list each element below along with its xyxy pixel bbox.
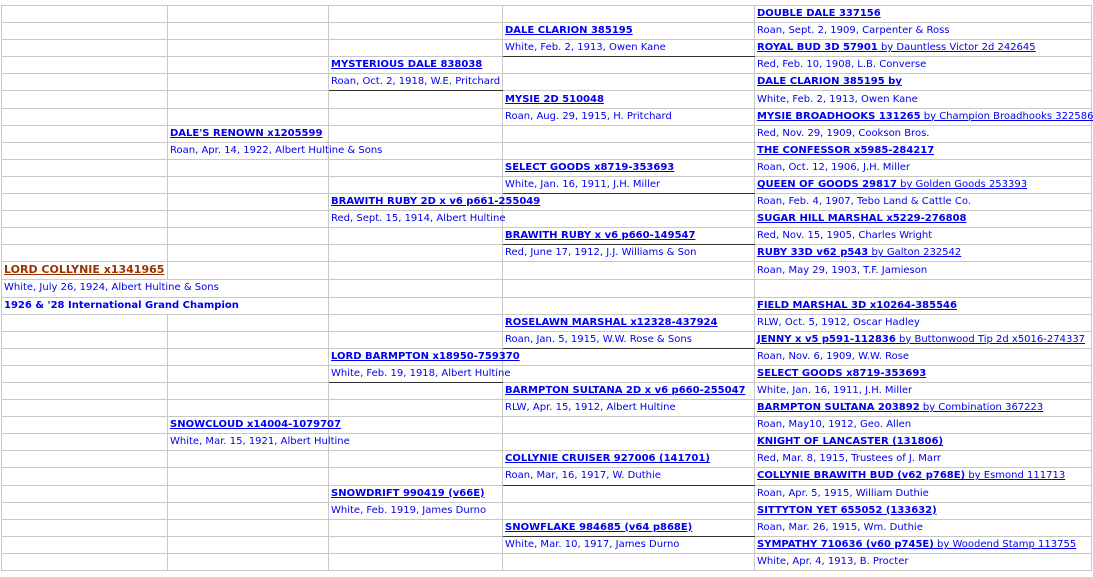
gen4-dam-link[interactable]: QUEEN OF GOODS 29817 [757, 178, 897, 190]
table-cell [2, 6, 168, 23]
subject-note: 1926 & '28 International Grand Champion [4, 299, 239, 311]
gen1-info: Roan, Apr. 14, 1922, Albert Hultine & Sons [170, 144, 383, 156]
table-cell [329, 159, 503, 176]
gen3-info: White, Mar. 10, 1917, James Durno [505, 538, 680, 550]
table-cell [168, 519, 329, 536]
gen3-dam-link[interactable]: BARMPTON SULTANA 2D x v6 p660-255047 [505, 385, 746, 397]
table-row [2, 262, 1092, 280]
table-cell [503, 280, 755, 297]
table-cell [2, 211, 168, 228]
table-cell [168, 6, 329, 23]
gen2-info: White, Feb. 19, 1918, Albert Hultine [331, 367, 511, 379]
table-row [2, 6, 1092, 23]
table-cell [329, 331, 503, 348]
gen3-sire-link[interactable]: SELECT GOODS x8719-353693 [505, 161, 675, 173]
table-cell [755, 159, 1092, 176]
table-cell [168, 400, 329, 417]
gen4-sire-link[interactable]: DALE CLARION 385195 by [757, 76, 902, 88]
table-cell [503, 348, 755, 365]
table-cell [503, 434, 755, 451]
gen4-dam-link[interactable]: JENNY x v5 p591-112836 [757, 333, 896, 345]
table-cell [2, 331, 168, 348]
table-cell [755, 434, 1092, 451]
table-cell [503, 228, 755, 245]
table-cell [755, 125, 1092, 142]
gen1-sire-link[interactable]: DALE'S RENOWN x1205599 [170, 127, 323, 139]
table-cell [503, 176, 755, 193]
table-cell [755, 365, 1092, 382]
table-cell [168, 23, 329, 40]
table-cell [329, 468, 503, 485]
gen3-sire-link[interactable]: DALE CLARION 385195 [505, 25, 633, 37]
table-cell [2, 228, 168, 245]
table-cell [503, 400, 755, 417]
table-cell [2, 434, 168, 451]
table-cell [755, 194, 1092, 211]
table-row [2, 348, 1092, 365]
table-cell [168, 176, 329, 193]
table-cell [2, 245, 168, 262]
table-row [2, 57, 1092, 74]
table-cell [755, 280, 1092, 297]
table-row [2, 91, 1092, 108]
table-cell [2, 159, 168, 176]
table-cell [2, 297, 329, 314]
table-cell [168, 417, 341, 434]
table-row [2, 211, 1092, 228]
gen2-sire-link[interactable]: LORD BARMPTON x18950-759370 [331, 350, 520, 362]
table-cell [503, 211, 755, 228]
table-cell [2, 91, 168, 108]
table-cell [329, 348, 520, 365]
table-cell [168, 502, 329, 519]
table-cell [503, 125, 755, 142]
table-cell [2, 382, 168, 399]
table-cell [329, 176, 503, 193]
table-cell [503, 314, 755, 331]
table-cell [503, 142, 755, 159]
gen1-dam-link[interactable]: SNOWCLOUD x14004-1079707 [170, 419, 341, 431]
table-cell [755, 519, 1092, 536]
table-cell [329, 108, 503, 125]
table-cell [503, 417, 755, 434]
table-cell [329, 23, 503, 40]
table-cell [503, 331, 755, 348]
gen3-info: Roan, Aug. 29, 1915, H. Pritchard [505, 110, 672, 122]
table-row [2, 434, 1092, 451]
table-cell [329, 519, 503, 536]
table-row [2, 382, 1092, 399]
table-cell [755, 553, 1092, 570]
gen4-info: Roan, Mar. 26, 1915, Wm. Duthie [757, 521, 923, 533]
gen4-sire-link[interactable]: FIELD MARSHAL 3D x10264-385546 [757, 299, 957, 311]
table-cell [168, 485, 329, 502]
table-cell [755, 382, 1092, 399]
table-cell [329, 417, 503, 434]
table-row [2, 553, 1092, 570]
table-row [2, 451, 1092, 468]
table-cell [2, 280, 329, 297]
table-cell [755, 91, 1092, 108]
gen3-sire-link[interactable]: COLLYNIE CRUISER 927006 (141701) [505, 453, 710, 465]
table-row [2, 194, 1092, 211]
gen2-info: Roan, Oct. 2, 1918, W.E. Pritchard [331, 76, 501, 88]
table-cell [755, 245, 1092, 262]
table-row [2, 400, 1092, 417]
gen4-sire-link[interactable]: SELECT GOODS x8719-353693 [757, 367, 927, 379]
table-cell [2, 125, 168, 142]
table-cell [755, 502, 1092, 519]
gen4-sire-link[interactable]: THE CONFESSOR x5985-284217 [757, 144, 935, 156]
table-cell [503, 6, 755, 23]
subject-info: White, July 26, 1924, Albert Hultine & Sons [4, 282, 219, 294]
gen4-info: Roan, May10, 1912, Geo. Allen [757, 419, 912, 431]
gen3-sire-link[interactable]: ROSELAWN MARSHAL x12328-437924 [505, 316, 718, 328]
gen3-info: Roan, Jan. 5, 1915, W.W. Rose & Sons [505, 333, 692, 345]
table-cell [329, 297, 503, 314]
gen4-dam-link[interactable]: BARMPTON SULTANA 203892 [757, 402, 920, 414]
table-cell [503, 468, 755, 485]
gen4-dam-link[interactable]: COLLYNIE BRAWITH BUD (v62 p768E) [757, 470, 966, 482]
table-row [2, 142, 1092, 159]
table-cell [503, 262, 755, 280]
gen3-info: Roan, Mar, 16, 1917, W. Duthie [505, 470, 661, 482]
table-cell [755, 176, 1092, 193]
gen4-dam-link[interactable]: MYSIE BROADHOOKS 131265 [757, 110, 921, 122]
table-cell [503, 451, 755, 468]
table-row [2, 485, 1092, 502]
table-cell [503, 502, 755, 519]
table-cell [168, 468, 329, 485]
table-cell [503, 23, 755, 40]
table-cell [755, 74, 1092, 91]
table-row [2, 365, 1092, 382]
table-cell [329, 262, 503, 280]
table-row [2, 280, 1092, 297]
table-cell [755, 536, 1092, 553]
table-cell [755, 40, 1092, 57]
table-cell [503, 194, 755, 211]
gen4-dam-sire[interactable]: by Champion Broadhooks 322586 [920, 110, 1093, 122]
table-cell [329, 125, 503, 142]
table-cell [329, 536, 503, 553]
table-row [2, 468, 1092, 485]
table-row [2, 74, 1092, 91]
table-cell [2, 519, 168, 536]
gen4-dam-sire[interactable]: by Esmond 111713 [965, 470, 1066, 482]
table-cell [329, 194, 541, 211]
table-cell [2, 57, 168, 74]
table-cell [503, 519, 755, 536]
table-cell [2, 417, 168, 434]
gen4-sire-link[interactable]: SITTYTON YET 655052 (133632) [757, 504, 937, 516]
table-row [2, 40, 1092, 57]
table-cell [503, 297, 755, 314]
table-cell [329, 57, 503, 74]
table-row [2, 23, 1092, 40]
table-cell [755, 23, 1092, 40]
gen3-dam-link[interactable]: SNOWFLAKE 984685 (v64 p868E) [505, 521, 693, 533]
table-cell [329, 6, 503, 23]
gen4-sire-link[interactable]: DOUBLE DALE 337156 [757, 8, 881, 20]
table-cell [503, 553, 755, 570]
table-cell [168, 40, 329, 57]
table-cell [2, 553, 168, 570]
gen4-info: Red, Nov. 15, 1905, Charles Wright [757, 230, 933, 242]
table-row [2, 536, 1092, 553]
gen4-info: Roan, Sept. 2, 1909, Carpenter & Ross [757, 25, 950, 37]
table-cell [503, 382, 755, 399]
gen4-info: Roan, Nov. 6, 1909, W.W. Rose [757, 350, 910, 362]
gen4-info: White, Apr. 4, 1913, B. Procter [757, 555, 909, 567]
table-row [2, 297, 1092, 314]
table-cell [329, 245, 503, 262]
table-row [2, 314, 1092, 331]
table-cell [168, 125, 329, 142]
table-cell [755, 485, 1092, 502]
table-row [2, 331, 1092, 348]
table-cell [2, 40, 168, 57]
table-cell [168, 159, 329, 176]
table-cell [2, 74, 168, 91]
table-row [2, 245, 1092, 262]
gen4-dam-link[interactable]: ROYAL BUD 3D 57901 [757, 42, 878, 54]
gen3-info: White, Jan. 16, 1911, J.H. Miller [505, 178, 661, 190]
table-cell [168, 331, 329, 348]
table-cell [503, 159, 755, 176]
gen4-info: Red, Mar. 8, 1915, Trustees of J. Marr [757, 453, 942, 465]
table-cell [2, 314, 168, 331]
table-cell [2, 108, 168, 125]
table-cell [2, 468, 168, 485]
table-cell [755, 348, 1092, 365]
table-cell [168, 211, 329, 228]
table-row [2, 159, 1092, 176]
gen3-dam-link[interactable]: BRAWITH RUBY x v6 p660-149547 [505, 230, 696, 242]
table-cell [168, 536, 329, 553]
table-cell [329, 382, 503, 399]
table-cell [168, 57, 329, 74]
table-cell [503, 91, 755, 108]
table-cell [755, 108, 1092, 125]
gen3-info: White, Feb. 2, 1913, Owen Kane [505, 42, 666, 54]
gen2-info: White, Feb. 1919, James Durno [331, 504, 487, 516]
table-cell [329, 74, 503, 91]
table-cell [168, 91, 329, 108]
gen4-info: Roan, Feb. 4, 1907, Tebo Land & Cattle Co. [757, 196, 971, 208]
table-cell [2, 451, 168, 468]
gen2-dam-link[interactable]: BRAWITH RUBY 2D x v6 p661-255049 [331, 196, 541, 208]
table-cell [755, 142, 1092, 159]
table-cell [329, 400, 503, 417]
gen4-info: Roan, Apr. 5, 1915, William Duthie [757, 487, 929, 499]
table-cell [329, 228, 503, 245]
table-cell [329, 434, 503, 451]
table-cell [329, 485, 503, 502]
table-cell [329, 211, 506, 228]
table-row [2, 176, 1092, 193]
table-cell [755, 400, 1092, 417]
table-cell [2, 194, 168, 211]
table-cell [329, 553, 503, 570]
table-cell [503, 536, 755, 553]
table-cell [755, 468, 1092, 485]
table-cell [168, 194, 329, 211]
table-cell [755, 6, 1092, 23]
gen2-info: Red, Sept. 15, 1914, Albert Hultine [331, 213, 506, 225]
table-cell [168, 245, 329, 262]
table-cell [2, 348, 168, 365]
table-cell [168, 365, 329, 382]
table-cell [2, 365, 168, 382]
gen4-info: RLW, Oct. 5, 1912, Oscar Hadley [757, 316, 920, 328]
table-cell [168, 451, 329, 468]
gen4-dam-sire[interactable]: by Galton 232542 [868, 247, 962, 259]
table-cell [168, 348, 329, 365]
table-cell [168, 108, 329, 125]
table-cell [503, 108, 755, 125]
table-cell [329, 40, 503, 57]
table-cell [329, 502, 503, 519]
table-cell [168, 553, 329, 570]
table-cell [503, 365, 755, 382]
gen4-dam-sire[interactable]: by Woodend Stamp 113755 [933, 538, 1077, 550]
gen4-info: Red, Feb. 10, 1908, L.B. Converse [757, 59, 927, 71]
table-cell [755, 297, 1092, 314]
table-cell [329, 365, 511, 382]
table-cell [168, 434, 350, 451]
table-cell [168, 262, 329, 280]
gen4-info: White, Jan. 16, 1911, J.H. Miller [757, 385, 913, 397]
gen4-dam-sire[interactable]: by Combination 367223 [919, 402, 1044, 414]
gen4-dam-link[interactable]: RUBY 33D v62 p543 [757, 247, 869, 259]
gen4-info: Roan, May 29, 1903, T.F. Jamieson [757, 264, 928, 276]
table-cell [755, 314, 1092, 331]
table-cell [755, 211, 1092, 228]
table-cell [168, 382, 329, 399]
gen4-dam-sire[interactable]: by Buttonwood Tip 2d x5016-274337 [895, 333, 1086, 345]
gen4-dam-sire[interactable]: by Dauntless Victor 2d 242645 [877, 42, 1036, 54]
table-cell [329, 314, 503, 331]
subject-name-link[interactable]: LORD COLLYNIE x1341965 [4, 263, 165, 277]
table-cell [755, 331, 1092, 348]
table-row [2, 519, 1092, 536]
table-cell [755, 262, 1092, 280]
table-cell [168, 142, 383, 159]
gen1-info: White, Mar. 15, 1921, Albert Hultine [170, 436, 350, 448]
table-cell [755, 228, 1092, 245]
table-cell [503, 245, 755, 262]
table-cell [2, 23, 168, 40]
table-cell [168, 74, 329, 91]
table-cell [329, 451, 503, 468]
table-cell [2, 536, 168, 553]
table-row [2, 125, 1092, 142]
table-cell [2, 400, 168, 417]
gen4-info: White, Feb. 2, 1913, Owen Kane [757, 93, 918, 105]
table-cell [2, 502, 168, 519]
table-row [2, 502, 1092, 519]
table-row [2, 108, 1092, 125]
gen4-sire-link[interactable]: SUGAR HILL MARSHAL x5229-276808 [757, 213, 967, 225]
table-cell [329, 280, 503, 297]
table-cell [503, 40, 755, 57]
gen4-dam-link[interactable]: SYMPATHY 710636 (v60 p745E) [757, 538, 934, 550]
table-cell [503, 485, 755, 502]
table-cell [503, 57, 755, 74]
table-cell [755, 451, 1092, 468]
pedigree-table [1, 5, 1092, 571]
gen4-info: Roan, Oct. 12, 1906, J.H. Miller [757, 161, 911, 173]
gen4-sire-link[interactable]: KNIGHT OF LANCASTER (131806) [757, 436, 944, 448]
table-cell [503, 74, 755, 91]
table-cell [2, 176, 168, 193]
table-cell [168, 228, 329, 245]
table-row [2, 417, 1092, 434]
gen3-dam-link[interactable]: MYSIE 2D 510048 [505, 93, 604, 105]
table-cell [168, 314, 329, 331]
gen4-dam-sire[interactable]: by Golden Goods 253393 [896, 178, 1028, 190]
gen3-info: RLW, Apr. 15, 1912, Albert Hultine [505, 402, 676, 414]
table-cell [755, 417, 1092, 434]
table-cell [2, 485, 168, 502]
table-cell [329, 91, 503, 108]
table-row [2, 228, 1092, 245]
table-cell [755, 57, 1092, 74]
table-cell [2, 142, 168, 159]
gen2-sire-link[interactable]: MYSTERIOUS DALE 838038 [331, 59, 483, 71]
table-cell [2, 262, 168, 280]
gen2-dam-link[interactable]: SNOWDRIFT 990419 (v66E) [331, 487, 485, 499]
gen4-info: Red, Nov. 29, 1909, Cookson Bros. [757, 127, 930, 139]
gen3-info: Red, June 17, 1912, J.J. Williams & Son [505, 247, 697, 259]
